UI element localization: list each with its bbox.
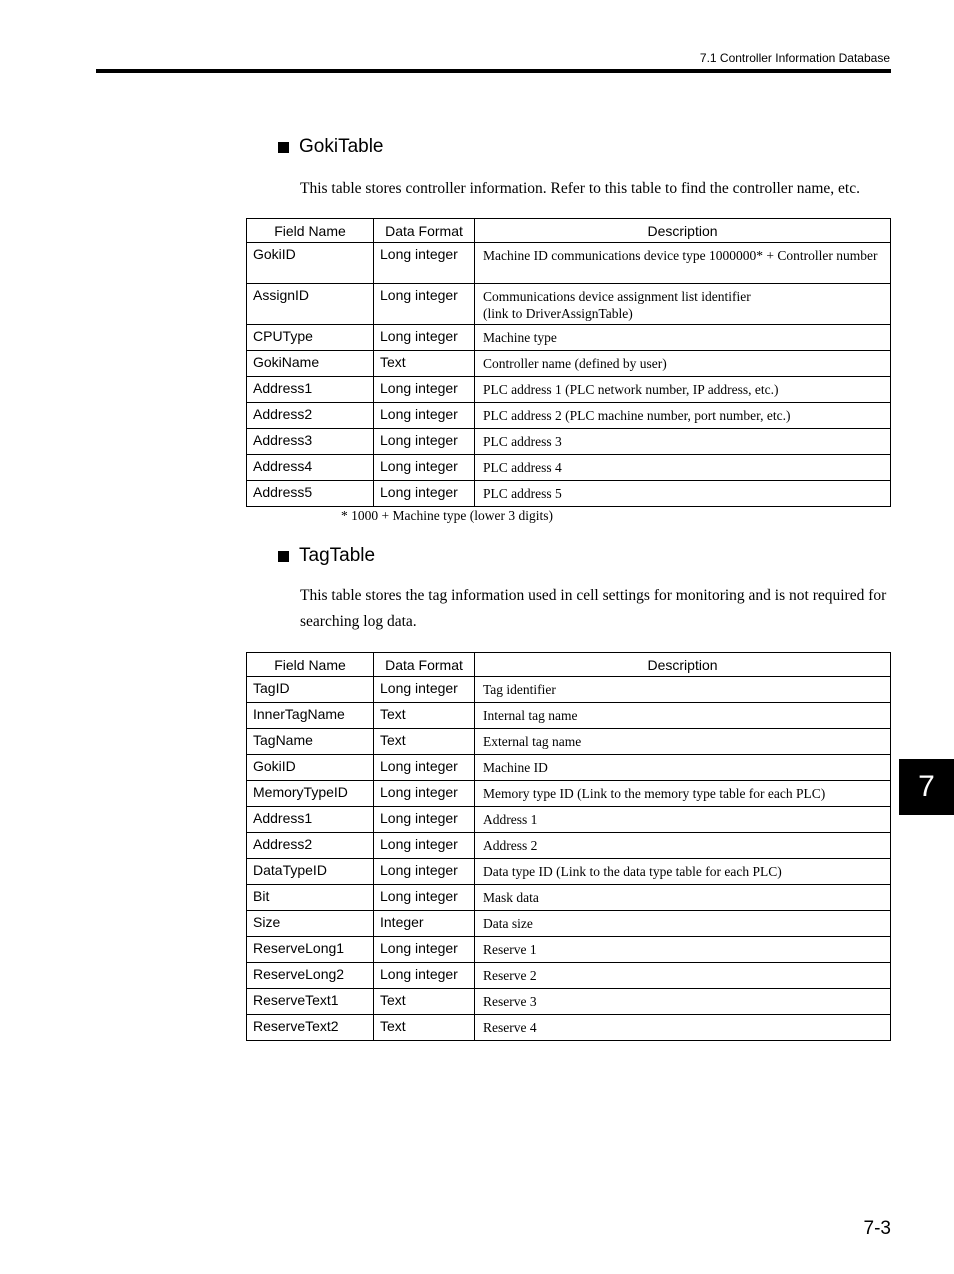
- table-row: [247, 243, 891, 284]
- field-name-cell: Size: [247, 911, 374, 937]
- field-name-cell: ReserveText2: [247, 1015, 374, 1041]
- data-format-cell: Long integer: [374, 963, 475, 989]
- gokitable-heading-text: GokiTable: [299, 136, 384, 157]
- table-row: [247, 911, 891, 937]
- field-name-cell: Bit: [247, 885, 374, 911]
- field-name-cell: Address2: [247, 833, 374, 859]
- data-format-cell: Long integer: [374, 885, 475, 911]
- field-name-cell: GokiID: [247, 755, 374, 781]
- field-name-cell: InnerTagName: [247, 703, 374, 729]
- table-row: [247, 703, 891, 729]
- data-format-cell: Text: [374, 703, 475, 729]
- field-name-cell: ReserveLong2: [247, 963, 374, 989]
- column-header-field-name: Field Name: [247, 653, 374, 677]
- column-header-field-name: Field Name: [247, 219, 374, 243]
- field-name-cell: DataTypeID: [247, 859, 374, 885]
- gokitable-heading: [278, 136, 384, 158]
- gokitable-table: [246, 218, 891, 507]
- description-cell: Reserve 2: [475, 963, 891, 989]
- description-cell: Memory type ID (Link to the memory type table for each PLC): [475, 781, 891, 807]
- gokitable-footnote: * 1000 + Machine type (lower 3 digits): [341, 508, 553, 523]
- data-format-cell: Long integer: [374, 859, 475, 885]
- description-cell: PLC address 3: [475, 429, 891, 455]
- data-format-cell: Long integer: [374, 403, 475, 429]
- table-row: [247, 677, 891, 703]
- data-format-cell: Long integer: [374, 325, 475, 351]
- table-row: [247, 989, 891, 1015]
- column-header-data-format: Data Format: [374, 653, 475, 677]
- description-cell: PLC address 5: [475, 481, 891, 507]
- table-row: [247, 377, 891, 403]
- tagtable-description: This table stores the tag information used in cell settings for monitoring and is not required for searching log data.: [300, 587, 887, 630]
- field-name-cell: MemoryTypeID: [247, 781, 374, 807]
- table-row: [247, 455, 891, 481]
- description-cell: Controller name (defined by user): [475, 351, 891, 377]
- table-row: [247, 325, 891, 351]
- description-cell: PLC address 2 (PLC machine number, port number, etc.): [475, 403, 891, 429]
- page-number: 7-3: [863, 1218, 891, 1239]
- field-name-cell: Address2: [247, 403, 374, 429]
- data-format-cell: Integer: [374, 911, 475, 937]
- table-row: [247, 937, 891, 963]
- data-format-cell: Long integer: [374, 377, 475, 403]
- field-name-cell: CPUType: [247, 325, 374, 351]
- description-cell: Internal tag name: [475, 703, 891, 729]
- tagtable-heading: [278, 545, 375, 567]
- field-name-cell: Address3: [247, 429, 374, 455]
- data-format-cell: Long integer: [374, 677, 475, 703]
- field-name-cell: Address4: [247, 455, 374, 481]
- description-cell: Machine ID: [475, 755, 891, 781]
- description-cell: Mask data: [475, 885, 891, 911]
- field-name-cell: TagID: [247, 677, 374, 703]
- data-format-cell: Long integer: [374, 781, 475, 807]
- field-name-cell: GokiID: [247, 243, 374, 284]
- gokitable-description: This table stores controller information. Refer to this table to find the controller name, etc.: [300, 180, 860, 197]
- field-name-cell: Address1: [247, 807, 374, 833]
- data-format-cell: Text: [374, 989, 475, 1015]
- tagtable-table: [246, 652, 891, 1041]
- description-cell: Reserve 3: [475, 989, 891, 1015]
- chapter-tab: 7: [899, 759, 954, 815]
- data-format-cell: Long integer: [374, 429, 475, 455]
- field-name-cell: AssignID: [247, 284, 374, 325]
- data-format-cell: Long integer: [374, 243, 475, 284]
- data-format-cell: Long integer: [374, 807, 475, 833]
- description-cell: PLC address 1 (PLC network number, IP address, etc.): [475, 377, 891, 403]
- header-rule: [96, 69, 891, 73]
- data-format-cell: Long integer: [374, 833, 475, 859]
- table-row: [247, 963, 891, 989]
- description-cell: Reserve 4: [475, 1015, 891, 1041]
- field-name-cell: ReserveLong1: [247, 937, 374, 963]
- data-format-cell: Long integer: [374, 937, 475, 963]
- data-format-cell: Long integer: [374, 755, 475, 781]
- data-format-cell: Long integer: [374, 455, 475, 481]
- table-row: [247, 807, 891, 833]
- data-format-cell: Text: [374, 351, 475, 377]
- column-header-description: Description: [475, 653, 891, 677]
- tagtable-heading-text: TagTable: [299, 545, 376, 566]
- description-cell: Address 1: [475, 807, 891, 833]
- description-cell: Address 2: [475, 833, 891, 859]
- description-cell: Machine type: [475, 325, 891, 351]
- table-row: [247, 403, 891, 429]
- square-bullet-icon: [278, 142, 289, 153]
- description-cell: External tag name: [475, 729, 891, 755]
- table-row: [247, 885, 891, 911]
- table-row: [247, 729, 891, 755]
- table-row: [247, 781, 891, 807]
- square-bullet-icon: [278, 551, 289, 562]
- field-name-cell: ReserveText1: [247, 989, 374, 1015]
- description-cell: Tag identifier: [475, 677, 891, 703]
- data-format-cell: Long integer: [374, 481, 475, 507]
- column-header-data-format: Data Format: [374, 219, 475, 243]
- table-row: [247, 833, 891, 859]
- field-name-cell: GokiName: [247, 351, 374, 377]
- data-format-cell: Long integer: [374, 284, 475, 325]
- description-cell: Communications device assignment list identifier (link to DriverAssignTable): [475, 284, 891, 325]
- table-row: [247, 429, 891, 455]
- data-format-cell: Text: [374, 729, 475, 755]
- table-row: [247, 1015, 891, 1041]
- column-header-description: Description: [475, 219, 891, 243]
- description-cell: PLC address 4: [475, 455, 891, 481]
- field-name-cell: Address5: [247, 481, 374, 507]
- table-row: [247, 859, 891, 885]
- description-cell: Data size: [475, 911, 891, 937]
- table-row: [247, 284, 891, 325]
- table-row: [247, 351, 891, 377]
- field-name-cell: Address1: [247, 377, 374, 403]
- description-cell: Data type ID (Link to the data type table for each PLC): [475, 859, 891, 885]
- table-row: [247, 481, 891, 507]
- data-format-cell: Text: [374, 1015, 475, 1041]
- running-header: 7.1 Controller Information Database: [699, 51, 890, 65]
- field-name-cell: TagName: [247, 729, 374, 755]
- table-row: [247, 755, 891, 781]
- description-cell: Machine ID communications device type 1000000* + Controller number: [475, 243, 891, 284]
- description-cell: Reserve 1: [475, 937, 891, 963]
